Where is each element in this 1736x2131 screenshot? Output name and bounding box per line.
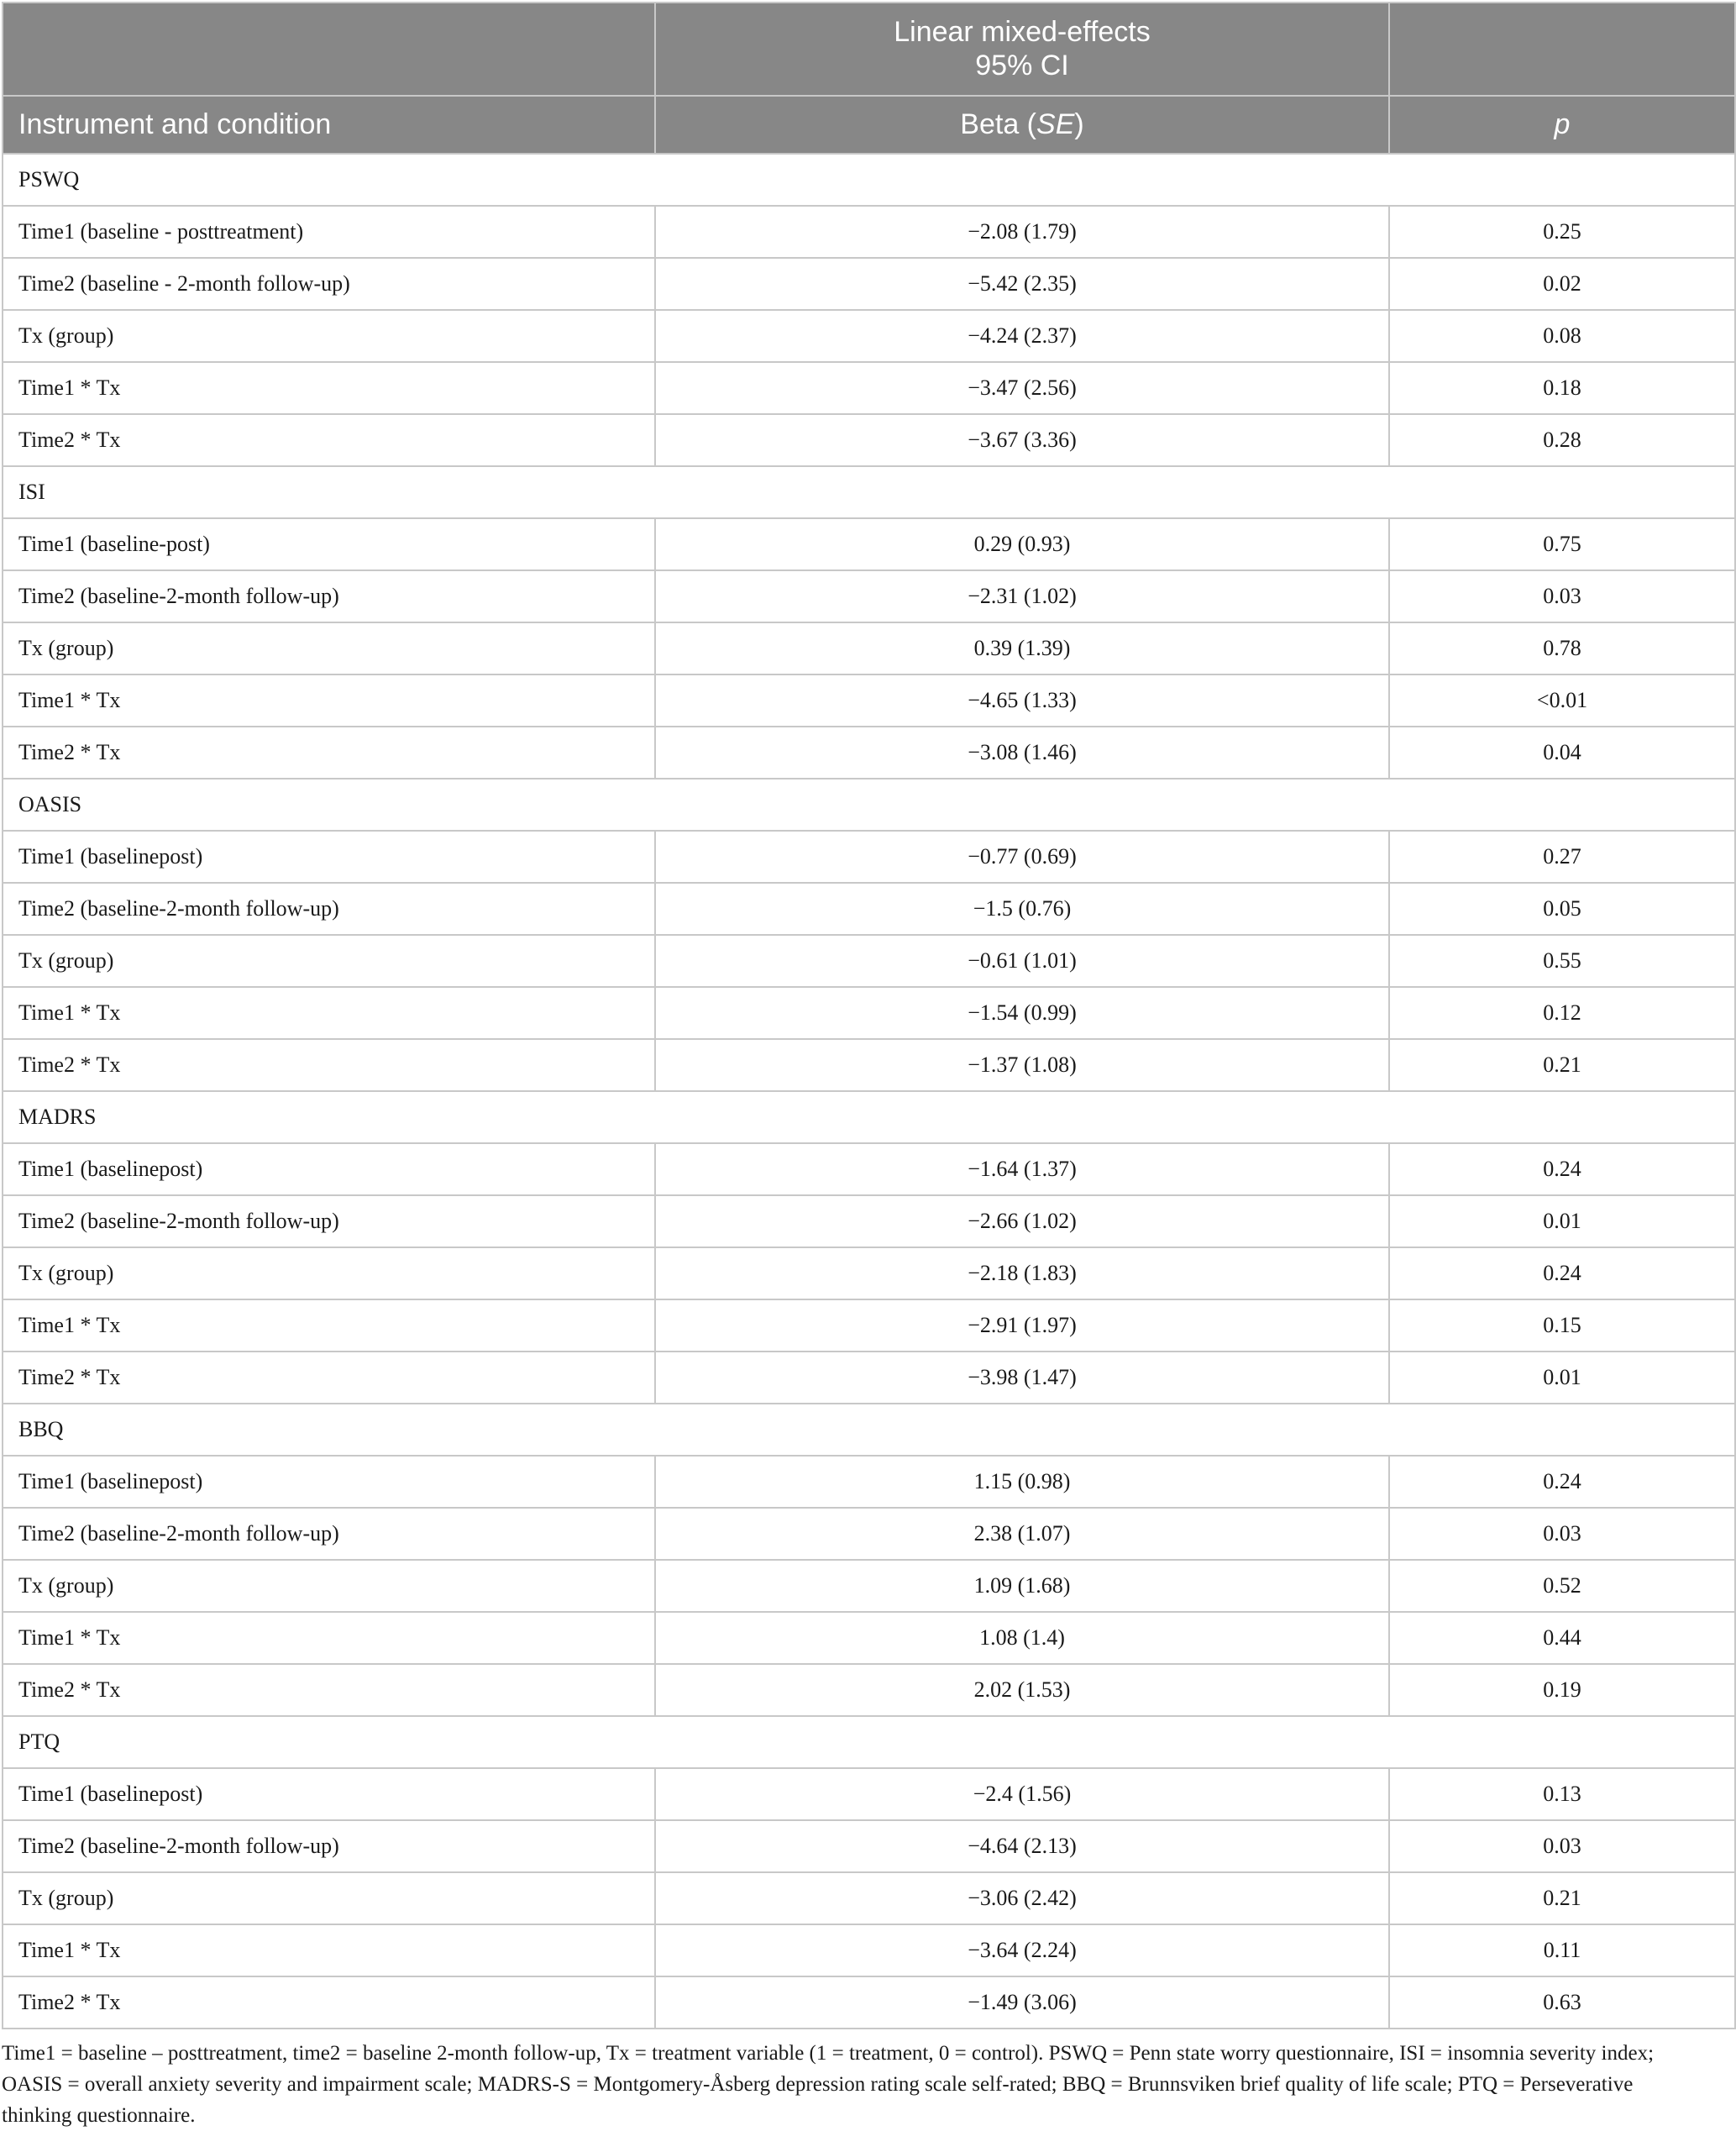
- beta-cell: −2.91 (1.97): [655, 1299, 1389, 1352]
- p-value-cell: 0.24: [1389, 1247, 1735, 1299]
- p-value-cell: <0.01: [1389, 674, 1735, 727]
- p-value-cell: 0.03: [1389, 1508, 1735, 1560]
- beta-prefix: Beta (: [960, 108, 1037, 140]
- condition-cell: Tx (group): [3, 622, 655, 674]
- condition-cell: Time2 (baseline-2-month follow-up): [3, 570, 655, 622]
- p-value-cell: 0.03: [1389, 1820, 1735, 1872]
- condition-cell: Time1 * Tx: [3, 987, 655, 1039]
- p-value-cell: 0.15: [1389, 1299, 1735, 1352]
- section-row: [3, 1404, 1735, 1456]
- table-row: [3, 1352, 1735, 1404]
- table-row: [3, 883, 1735, 935]
- condition-cell: Time2 (baseline-2-month follow-up): [3, 883, 655, 935]
- condition-cell: Time1 * Tx: [3, 362, 655, 414]
- table-row: [3, 831, 1735, 883]
- p-value-cell: 0.05: [1389, 883, 1735, 935]
- table-row: [3, 1508, 1735, 1560]
- table-row: [3, 310, 1735, 362]
- condition-cell: Time2 * Tx: [3, 1976, 655, 2029]
- p-value-cell: 0.19: [1389, 1664, 1735, 1716]
- table-row: [3, 987, 1735, 1039]
- table-row: [3, 1872, 1735, 1924]
- table-row: [3, 935, 1735, 987]
- p-value-cell: 0.01: [1389, 1352, 1735, 1404]
- table-row: [3, 1612, 1735, 1664]
- condition-cell: Tx (group): [3, 1560, 655, 1612]
- header-row-columns: [3, 96, 1735, 154]
- beta-cell: −2.31 (1.02): [655, 570, 1389, 622]
- p-value-cell: 0.24: [1389, 1143, 1735, 1195]
- beta-cell: −3.06 (2.42): [655, 1872, 1389, 1924]
- p-value-cell: 0.13: [1389, 1768, 1735, 1820]
- section-row: [3, 1091, 1735, 1143]
- p-value-cell: 0.18: [1389, 362, 1735, 414]
- results-table: [2, 2, 1736, 2029]
- table-row: [3, 1560, 1735, 1612]
- column-header-condition: Instrument and condition: [3, 96, 655, 154]
- p-value-cell: 0.03: [1389, 570, 1735, 622]
- section-row: [3, 466, 1735, 518]
- p-value-cell: 0.21: [1389, 1039, 1735, 1091]
- condition-cell: Tx (group): [3, 310, 655, 362]
- section-title: MADRS: [3, 1091, 1735, 1143]
- section-row: [3, 779, 1735, 831]
- beta-cell: −3.67 (3.36): [655, 414, 1389, 466]
- section-title: OASIS: [3, 779, 1735, 831]
- table-row: [3, 362, 1735, 414]
- condition-cell: Time2 * Tx: [3, 414, 655, 466]
- table-row: [3, 1768, 1735, 1820]
- table-row: [3, 1924, 1735, 1976]
- p-value-cell: 0.55: [1389, 935, 1735, 987]
- table-row: [3, 518, 1735, 570]
- p-value-cell: 0.21: [1389, 1872, 1735, 1924]
- section-row: [3, 1716, 1735, 1768]
- condition-cell: Time1 (baseline - posttreatment): [3, 206, 655, 258]
- condition-cell: Time1 * Tx: [3, 1924, 655, 1976]
- condition-cell: Time2 * Tx: [3, 1352, 655, 1404]
- beta-cell: −2.18 (1.83): [655, 1247, 1389, 1299]
- header-row-top: [3, 3, 1735, 96]
- column-header-p: [1389, 96, 1735, 154]
- p-value-cell: 0.63: [1389, 1976, 1735, 2029]
- p-value-cell: 0.78: [1389, 622, 1735, 674]
- table-body: [3, 154, 1735, 2029]
- condition-cell: Time1 (baselinepost): [3, 1768, 655, 1820]
- table-row: [3, 1820, 1735, 1872]
- section-title: BBQ: [3, 1404, 1735, 1456]
- p-value-cell: 0.44: [1389, 1612, 1735, 1664]
- condition-cell: Time1 (baselinepost): [3, 1456, 655, 1508]
- table-row: [3, 1299, 1735, 1352]
- table-header: [3, 3, 1735, 154]
- condition-cell: Time2 * Tx: [3, 1039, 655, 1091]
- model-title-line1: Linear mixed-effects: [894, 16, 1151, 49]
- beta-cell: −1.64 (1.37): [655, 1143, 1389, 1195]
- condition-cell: Time1 (baselinepost): [3, 831, 655, 883]
- beta-cell: −4.65 (1.33): [655, 674, 1389, 727]
- table-row: [3, 206, 1735, 258]
- model-title: [655, 3, 1389, 96]
- p-value-cell: 0.12: [1389, 987, 1735, 1039]
- condition-cell: Time2 (baseline-2-month follow-up): [3, 1820, 655, 1872]
- p-value-cell: 0.28: [1389, 414, 1735, 466]
- beta-cell: −3.08 (1.46): [655, 727, 1389, 779]
- condition-cell: Time2 (baseline - 2-month follow-up): [3, 258, 655, 310]
- section-title: PTQ: [3, 1716, 1735, 1768]
- section-row: [3, 154, 1735, 206]
- table-row: [3, 1039, 1735, 1091]
- beta-cell: 1.09 (1.68): [655, 1560, 1389, 1612]
- p-value-cell: 0.11: [1389, 1924, 1735, 1976]
- column-header-beta: [655, 96, 1389, 154]
- beta-cell: −4.24 (2.37): [655, 310, 1389, 362]
- table-row: [3, 258, 1735, 310]
- p-value-cell: 0.24: [1389, 1456, 1735, 1508]
- beta-cell: −1.54 (0.99): [655, 987, 1389, 1039]
- table-row: [3, 1195, 1735, 1247]
- beta-cell: −2.4 (1.56): [655, 1768, 1389, 1820]
- condition-cell: Time2 * Tx: [3, 1664, 655, 1716]
- beta-cell: −0.77 (0.69): [655, 831, 1389, 883]
- condition-cell: Time2 * Tx: [3, 727, 655, 779]
- beta-cell: −0.61 (1.01): [655, 935, 1389, 987]
- beta-cell: −5.42 (2.35): [655, 258, 1389, 310]
- condition-cell: Time1 (baseline-post): [3, 518, 655, 570]
- beta-cell: −3.47 (2.56): [655, 362, 1389, 414]
- table-row: [3, 1664, 1735, 1716]
- table-row: [3, 727, 1735, 779]
- header-empty-cell: [1389, 3, 1735, 96]
- table-row: [3, 674, 1735, 727]
- beta-cell: 2.02 (1.53): [655, 1664, 1389, 1716]
- table-row: [3, 1976, 1735, 2029]
- p-italic: p: [1554, 108, 1571, 140]
- beta-cell: 0.29 (0.93): [655, 518, 1389, 570]
- beta-cell: −1.37 (1.08): [655, 1039, 1389, 1091]
- table-row: [3, 1143, 1735, 1195]
- p-value-cell: 0.27: [1389, 831, 1735, 883]
- condition-cell: Time1 * Tx: [3, 1612, 655, 1664]
- document-page: [2, 2, 1734, 2131]
- beta-cell: −4.64 (2.13): [655, 1820, 1389, 1872]
- table-row: [3, 1456, 1735, 1508]
- model-title-line2: 95% CI: [975, 49, 1069, 81]
- beta-cell: −2.66 (1.02): [655, 1195, 1389, 1247]
- condition-cell: Tx (group): [3, 1247, 655, 1299]
- p-value-cell: 0.02: [1389, 258, 1735, 310]
- beta-se-italic: SE: [1036, 108, 1075, 140]
- header-empty-cell: [3, 3, 655, 96]
- condition-cell: Tx (group): [3, 1872, 655, 1924]
- condition-cell: Time2 (baseline-2-month follow-up): [3, 1195, 655, 1247]
- p-value-cell: 0.01: [1389, 1195, 1735, 1247]
- p-value-cell: 0.52: [1389, 1560, 1735, 1612]
- table-row: [3, 1247, 1735, 1299]
- beta-cell: −2.08 (1.79): [655, 206, 1389, 258]
- beta-cell: −3.64 (2.24): [655, 1924, 1389, 1976]
- table-footnote: Time1 = baseline – posttreatment, time2 = baseline 2-month follow-up, Tx = treatment variable (1 = treatment, 0 = control). PSWQ = Penn state worry questionnaire, ISI = insomnia severity index; OASIS = overall anxiety severity and impairment scale; MADRS-S = Montgomery-Åsberg depression rating scale self-rated; BBQ = Brunnsviken brief quality of life scale; PTQ = Perseverative thinking questionnaire.: [2, 2042, 1655, 2127]
- table-row: [3, 414, 1735, 466]
- beta-cell: 1.08 (1.4): [655, 1612, 1389, 1664]
- p-value-cell: 0.75: [1389, 518, 1735, 570]
- beta-cell: 1.15 (0.98): [655, 1456, 1389, 1508]
- section-title: PSWQ: [3, 154, 1735, 206]
- beta-cell: −1.5 (0.76): [655, 883, 1389, 935]
- beta-cell: −3.98 (1.47): [655, 1352, 1389, 1404]
- condition-cell: Time2 (baseline-2-month follow-up): [3, 1508, 655, 1560]
- section-title: ISI: [3, 466, 1735, 518]
- beta-suffix: ): [1074, 108, 1084, 140]
- table-row: [3, 570, 1735, 622]
- condition-cell: Time1 * Tx: [3, 1299, 655, 1352]
- p-value-cell: 0.04: [1389, 727, 1735, 779]
- beta-cell: 0.39 (1.39): [655, 622, 1389, 674]
- beta-cell: 2.38 (1.07): [655, 1508, 1389, 1560]
- condition-cell: Time1 (baselinepost): [3, 1143, 655, 1195]
- condition-cell: Tx (group): [3, 935, 655, 987]
- beta-cell: −1.49 (3.06): [655, 1976, 1389, 2029]
- p-value-cell: 0.08: [1389, 310, 1735, 362]
- table-row: [3, 622, 1735, 674]
- p-value-cell: 0.25: [1389, 206, 1735, 258]
- condition-cell: Time1 * Tx: [3, 674, 655, 727]
